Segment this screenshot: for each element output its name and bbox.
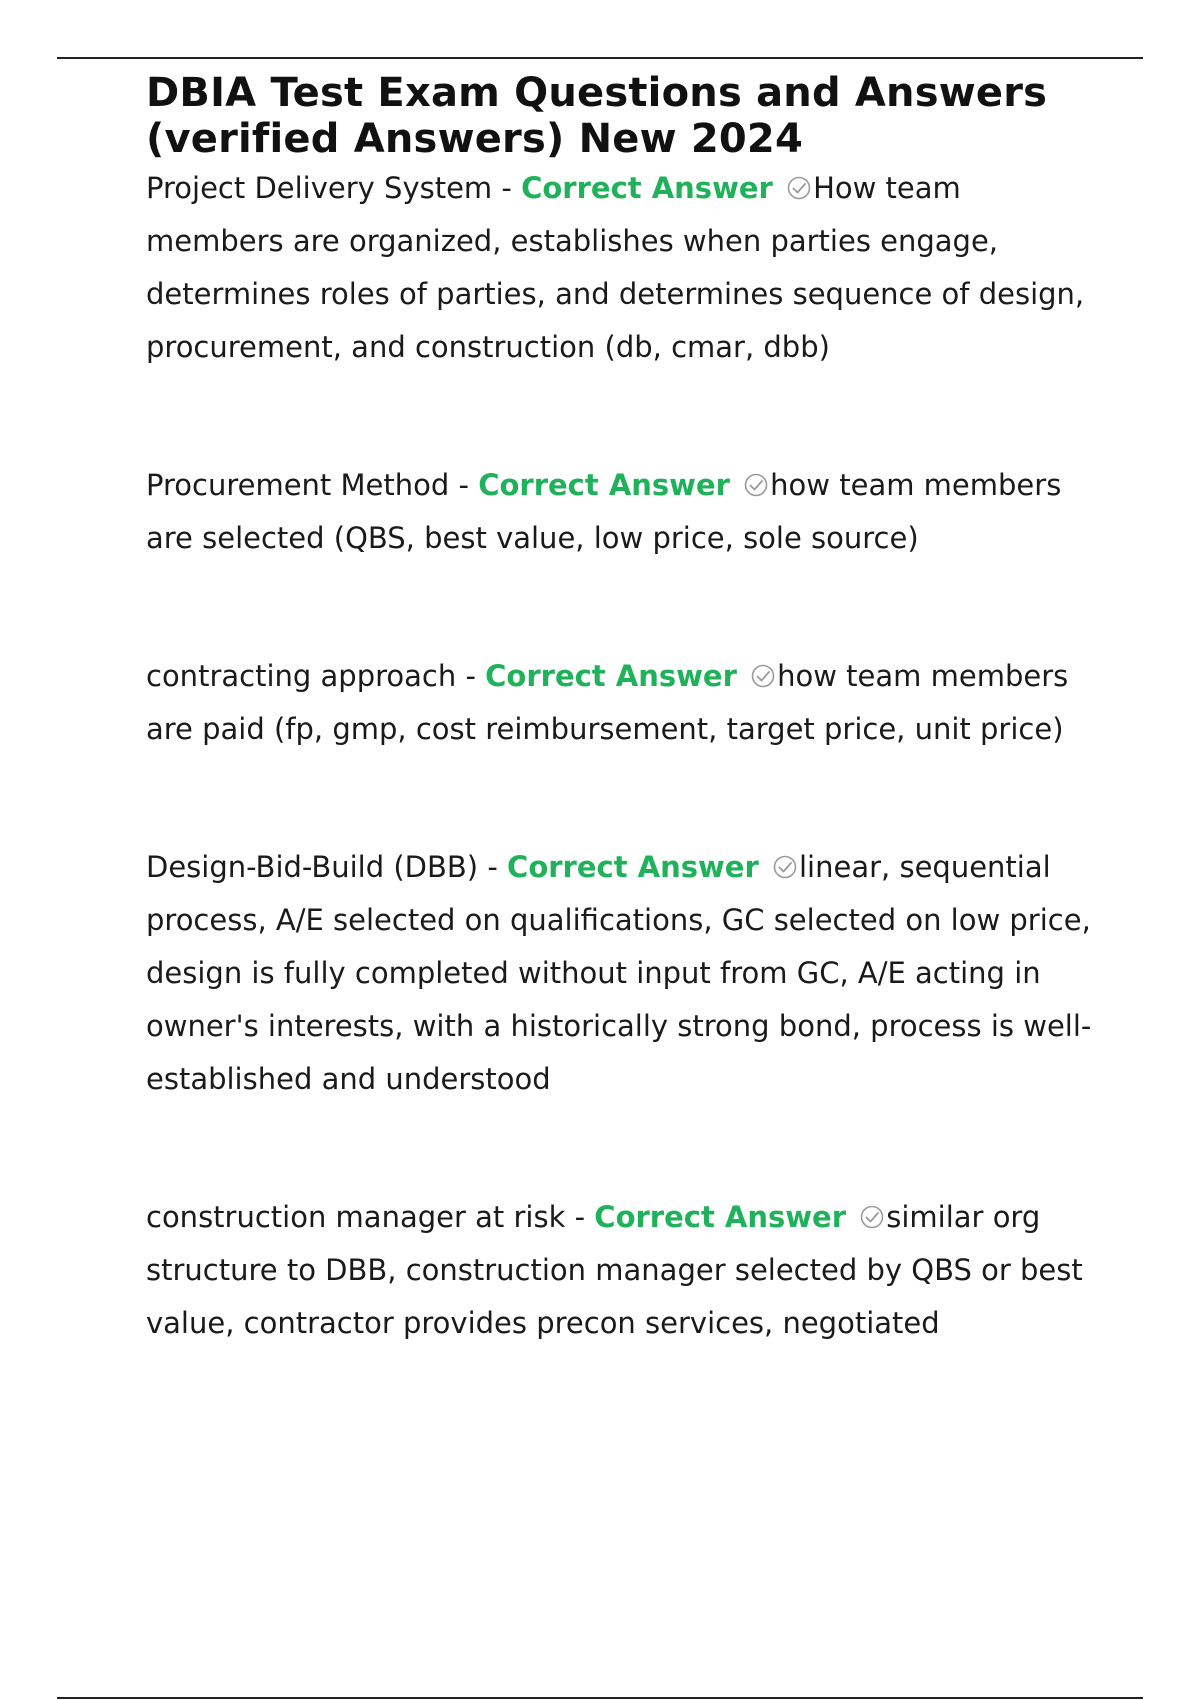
correct-answer-label: Correct Answer	[485, 659, 737, 693]
qa-entry-project-delivery-system	[146, 162, 1106, 374]
qa-answer: How team members are organized, establishes when parties engage, determines roles of parties, and determines sequence of design, procurement, and construction (db, cmar, dbb)	[146, 171, 1085, 364]
check-circle-icon	[786, 175, 812, 201]
qa-term: Procurement Method	[146, 468, 450, 502]
document-title: DBIA Test Exam Questions and Answers (verified Answers) New 2024	[146, 70, 1048, 162]
correct-answer-label: Correct Answer	[594, 1200, 847, 1234]
qa-answer: how team members are selected (QBS, best value, low price, sole source)	[146, 468, 1062, 555]
correct-answer-label: Correct Answer	[507, 850, 759, 884]
qa-separator: -	[449, 468, 479, 502]
qa-separator: -	[565, 1200, 595, 1234]
correct-answer-label: Correct Answer	[521, 171, 773, 205]
qa-entry-design-bid-build	[146, 841, 1106, 1106]
qa-term: Design-Bid-Build (DBB)	[146, 850, 479, 884]
qa-answer: similar org structure to DBB, construction manager selected by QBS or best value, contractor provides precon services, negotiated	[146, 1200, 1083, 1340]
check-circle-icon	[859, 1204, 885, 1230]
qa-entry-construction-manager-at-risk	[146, 1191, 1106, 1350]
qa-answer: how team members are paid (fp, gmp, cost reimbursement, target price, unit price)	[146, 659, 1069, 746]
qa-entry-procurement-method	[146, 459, 1106, 565]
qa-separator: -	[492, 171, 522, 205]
qa-term: construction manager at risk	[146, 1200, 566, 1234]
document-body	[146, 70, 1106, 1350]
qa-entry-contracting-approach	[146, 650, 1106, 756]
check-circle-icon	[743, 472, 769, 498]
bottom-rule	[57, 1697, 1143, 1699]
check-circle-icon	[750, 663, 776, 689]
check-circle-icon	[772, 854, 798, 880]
qa-separator: -	[478, 850, 508, 884]
qa-term: Project Delivery System	[146, 171, 493, 205]
qa-separator: -	[456, 659, 486, 693]
qa-term: contracting approach	[146, 659, 457, 693]
qa-answer: linear, sequential process, A/E selected on qualifications, GC selected on low price, design is fully completed without input from GC, A/E acting in owner's interests, with a historically strong bond, process is well-established and understood	[146, 850, 1092, 1096]
top-rule	[57, 57, 1143, 59]
correct-answer-label: Correct Answer	[478, 468, 730, 502]
